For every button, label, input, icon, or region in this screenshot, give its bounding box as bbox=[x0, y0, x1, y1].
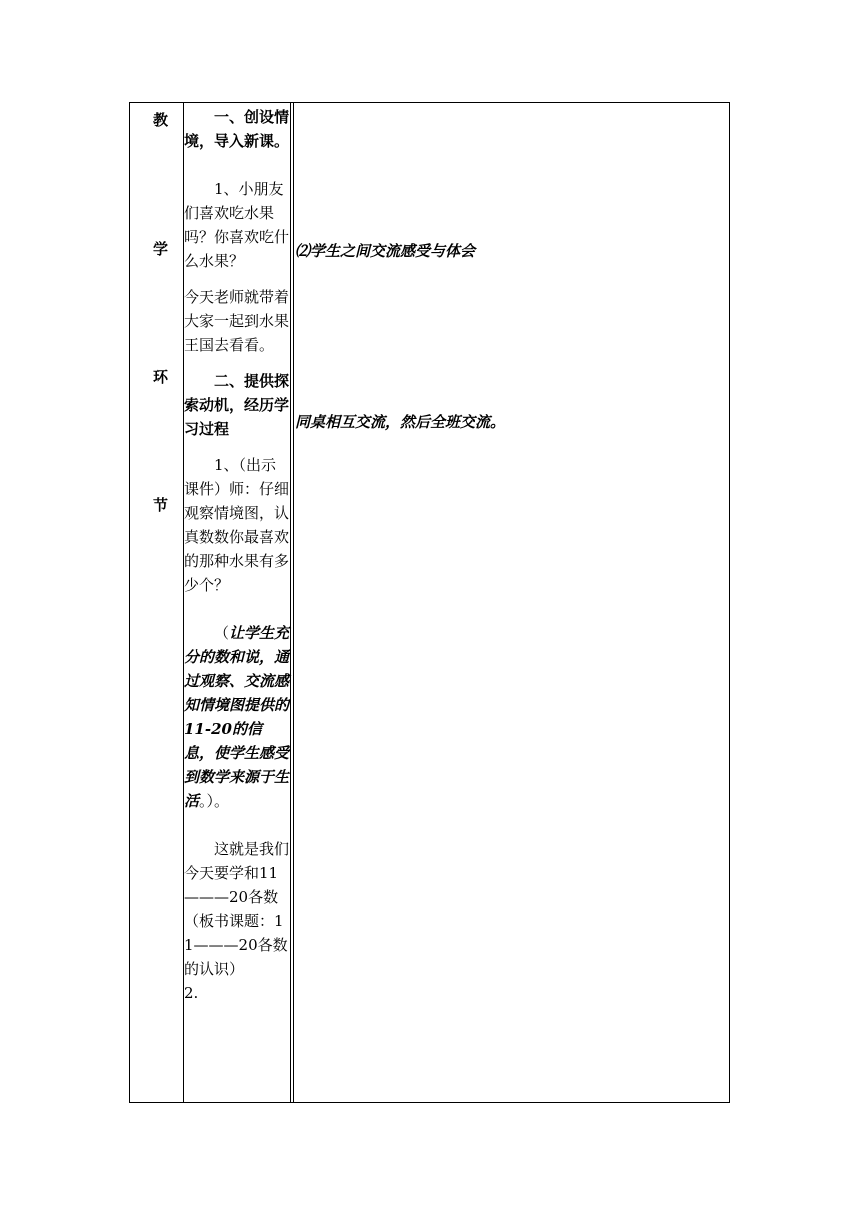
paragraph: 这就是我们今天要学和11———20各数 bbox=[184, 840, 290, 906]
side-label: 学 bbox=[152, 240, 168, 258]
side-label: 教 bbox=[152, 111, 168, 129]
paragraph bbox=[184, 621, 290, 813]
lesson-table bbox=[129, 102, 730, 1103]
right-note: 同桌相互交流，然后全班交流。 bbox=[295, 413, 506, 431]
paren-open: （ bbox=[214, 624, 230, 642]
middle-column bbox=[184, 105, 290, 1005]
side-label: 节 bbox=[152, 496, 168, 514]
section-heading: 一、创设情境，导入新课。 bbox=[184, 108, 290, 150]
paragraph: 2. bbox=[184, 984, 199, 1002]
paragraph: 今天老师就带着大家一起到水果王国去看看。 bbox=[184, 288, 290, 354]
paren-close: 。）。 bbox=[199, 792, 230, 810]
paragraph: （板书课题：11———20各数的认识） bbox=[184, 912, 288, 978]
right-note: ⑵学生之间交流感受与体会 bbox=[295, 242, 476, 260]
column-divider bbox=[293, 103, 294, 1102]
section-heading: 二、提供探索动机，经历学习过程 bbox=[184, 372, 290, 438]
italic-note: 让学生充分的数和说，通过观察、交流感知情境图提供的11-20的信息，使学生感受到数学来源于生活 bbox=[184, 624, 290, 810]
paragraph: 1、小朋友们喜欢吃水果吗？你喜欢吃什么水果？ bbox=[184, 180, 290, 270]
column-divider bbox=[290, 103, 291, 1102]
side-label: 环 bbox=[152, 368, 168, 386]
paragraph: 1、（出示课件）师：仔细观察情境图，认真数数你最喜欢的那种水果有多少个？ bbox=[184, 456, 290, 594]
